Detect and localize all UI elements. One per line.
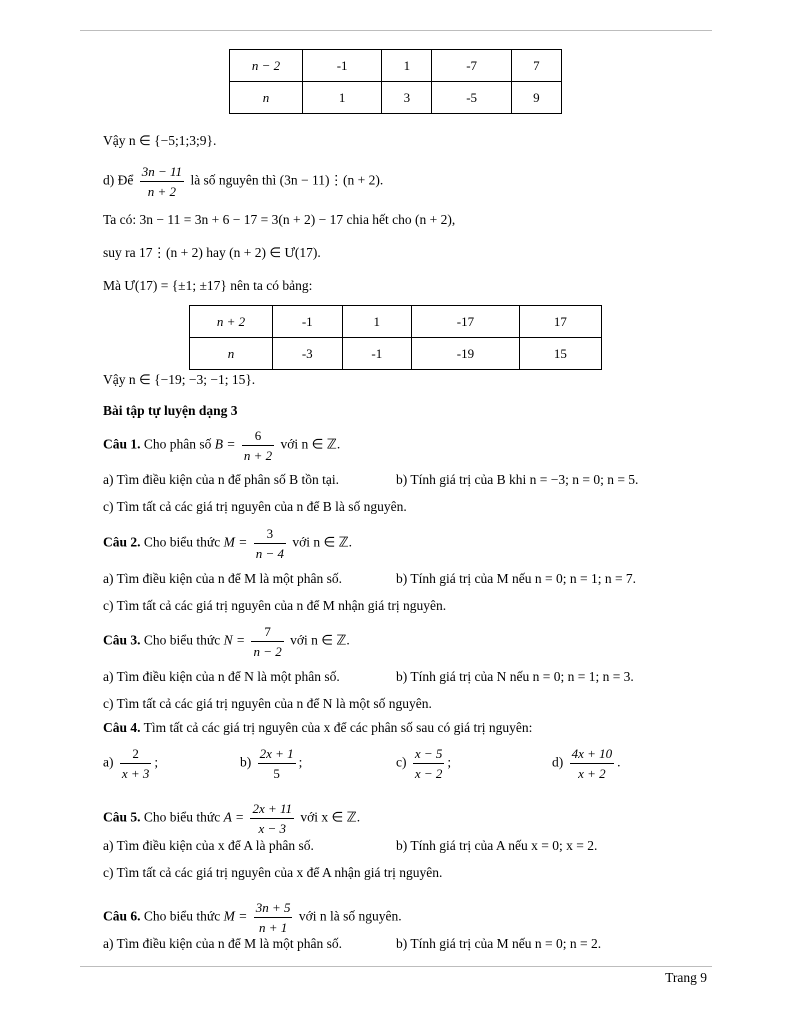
question-label: Câu 4.: [103, 720, 141, 735]
question-4: [103, 720, 532, 736]
text-span: B =: [214, 436, 236, 452]
question-3-part-a: a) Tìm điều kiện của n để N là một phân số.: [103, 669, 340, 684]
table-cell: 9: [511, 82, 561, 114]
question-5-part-a: a) Tìm điều kiện của x để A là phân số.: [103, 838, 314, 853]
text-span: ;: [298, 754, 303, 770]
text-span: với n ∈ ℤ.: [290, 632, 350, 648]
table-cell: -1: [342, 338, 412, 370]
fraction-numerator: 2x + 1: [258, 746, 296, 764]
table-cell: n: [230, 82, 303, 114]
table-row: [230, 82, 562, 114]
question-6: [103, 900, 402, 935]
table-cell: 17: [519, 306, 601, 338]
fraction-numerator: 3n − 11: [140, 164, 184, 182]
table-cell: -1: [303, 50, 382, 82]
fraction: [254, 526, 286, 561]
table-row: [190, 306, 602, 338]
fraction-numerator: 2x + 11: [250, 801, 294, 819]
table-row: [230, 50, 562, 82]
question-6-part-a: a) Tìm điều kiện của n để M là một phân số.: [103, 936, 342, 951]
text-span: với n ∈ ℤ.: [280, 436, 341, 452]
item-label: a): [103, 754, 114, 770]
table-cell: -1: [273, 306, 343, 338]
table-cell: -3: [273, 338, 343, 370]
question-5-part-c: c) Tìm tất cả các giá trị nguyên của x để A nhận giá trị nguyên.: [103, 865, 443, 880]
part-d-line: [103, 164, 383, 199]
fraction-numerator: 6: [242, 428, 274, 446]
fraction-denominator: n + 2: [147, 184, 177, 199]
question-1: [103, 428, 340, 463]
text-span: Cho biểu thức: [143, 809, 221, 825]
fraction: [242, 428, 274, 463]
text-span: với x ∈ ℤ.: [300, 809, 361, 825]
text-span: Cho phân số: [143, 436, 212, 452]
fraction: [413, 746, 445, 781]
text-span: .: [617, 754, 621, 770]
fraction-denominator: x − 3: [258, 821, 287, 836]
table-cell: n + 2: [190, 306, 273, 338]
fraction-denominator: x − 2: [414, 766, 443, 781]
section-heading: Bài tập tự luyện dạng 3: [103, 403, 238, 418]
text-span: N =: [223, 632, 246, 648]
question-4-item-a: [103, 746, 158, 781]
text-span: ;: [154, 754, 159, 770]
text-span: ;: [447, 754, 452, 770]
fraction: [570, 746, 615, 781]
fraction-denominator: n + 1: [258, 920, 288, 935]
page-number: Trang 9: [665, 970, 707, 985]
table-cell: -7: [432, 50, 511, 82]
table-cell: 7: [511, 50, 561, 82]
question-2-part-a: a) Tìm điều kiện của n để M là một phân số.: [103, 571, 342, 586]
question-2: [103, 526, 352, 561]
question-label: Câu 1.: [103, 436, 141, 452]
question-2-part-c: c) Tìm tất cả các giá trị nguyên của n để M nhận giá trị nguyên.: [103, 598, 447, 613]
question-4-item-b: [240, 746, 302, 781]
fraction-numerator: 4x + 10: [570, 746, 615, 764]
fraction-numerator: 3: [254, 526, 286, 544]
table-row: [190, 338, 602, 370]
fraction-numerator: 3n + 5: [254, 900, 293, 918]
question-1-part-b: b) Tính giá trị của B khi n = −3; n = 0; n = 5.: [396, 472, 639, 487]
fraction: [140, 164, 184, 199]
fraction-denominator: 5: [273, 766, 280, 781]
fraction-denominator: n + 2: [243, 448, 273, 463]
text-span: Cho biểu thức: [143, 534, 221, 550]
header-rule: [80, 30, 712, 31]
question-3: [103, 624, 350, 659]
fraction: [250, 801, 294, 836]
table-cell: n − 2: [230, 50, 303, 82]
table-cell: 15: [519, 338, 601, 370]
divisors-line: Mà Ư(17) = {±1; ±17} nên ta có bảng:: [103, 278, 313, 293]
text-span: là số nguyên thì (3n − 11)⋮(n + 2).: [190, 172, 384, 188]
text-span: M =: [223, 908, 248, 924]
footer-rule: [80, 966, 712, 967]
fraction: [258, 746, 296, 781]
text-span: Cho biểu thức: [143, 908, 221, 924]
text-span: với n là số nguyên.: [298, 908, 402, 924]
table-cell: n: [190, 338, 273, 370]
question-label: Câu 2.: [103, 534, 141, 550]
table-cell: -19: [412, 338, 520, 370]
text-span: Cho biểu thức: [143, 632, 221, 648]
question-1-part-a: a) Tìm điều kiện của n để phân số B tồn tại.: [103, 472, 339, 487]
question-3-part-b: b) Tính giá trị của N nếu n = 0; n = 1; n = 3.: [396, 669, 634, 684]
question-3-part-c: c) Tìm tất cả các giá trị nguyên của n để N là một số nguyên.: [103, 696, 432, 711]
table-cell: 1: [303, 82, 382, 114]
item-label: b): [240, 754, 252, 770]
item-label: d): [552, 754, 564, 770]
table-cell: 1: [382, 50, 432, 82]
question-5-part-b: b) Tính giá trị của A nếu x = 0; x = 2.: [396, 838, 598, 853]
divisibility-line: suy ra 17⋮(n + 2) hay (n + 2) ∈ Ư(17).: [103, 245, 321, 260]
question-2-part-b: b) Tính giá trị của M nếu n = 0; n = 1; n = 7.: [396, 571, 637, 586]
fraction: [120, 746, 152, 781]
text-span: A =: [223, 809, 245, 825]
fraction-denominator: n − 2: [253, 644, 282, 659]
table-cell: 1: [342, 306, 412, 338]
conclusion-line: Vậy n ∈ {−5;1;3;9}.: [103, 133, 217, 148]
text-span: với n ∈ ℤ.: [292, 534, 353, 550]
text-span: d) Để: [103, 172, 134, 188]
question-5: [103, 801, 360, 836]
value-table-1: [229, 49, 562, 114]
fraction-numerator: 2: [120, 746, 152, 764]
table-cell: 3: [382, 82, 432, 114]
question-label: Câu 3.: [103, 632, 141, 648]
fraction-denominator: x + 2: [578, 766, 606, 781]
computation-line: Ta có: 3n − 11 = 3n + 6 − 17 = 3(n + 2) − 17 chia hết cho (n + 2),: [103, 212, 456, 227]
text-span: Tìm tất cả các giá trị nguyên của x để các phân số sau có giá trị nguyên:: [143, 720, 533, 735]
question-4-item-d: [552, 746, 621, 781]
table-cell: -5: [432, 82, 511, 114]
fraction-numerator: x − 5: [413, 746, 445, 764]
conclusion-line: Vậy n ∈ {−19; −3; −1; 15}.: [103, 372, 256, 387]
table-cell: -17: [412, 306, 520, 338]
question-1-part-c: c) Tìm tất cả các giá trị nguyên của n để B là số nguyên.: [103, 499, 407, 514]
question-6-part-b: b) Tính giá trị của M nếu n = 0; n = 2.: [396, 936, 602, 951]
fraction: [254, 900, 293, 935]
item-label: c): [396, 754, 407, 770]
fraction-denominator: n − 4: [255, 546, 284, 561]
value-table-2: [189, 305, 602, 370]
text-span: M =: [223, 534, 248, 550]
question-label: Câu 6.: [103, 908, 141, 924]
question-4-item-c: [396, 746, 451, 781]
fraction-numerator: 7: [251, 624, 283, 642]
question-label: Câu 5.: [103, 809, 141, 825]
fraction-denominator: x + 3: [121, 766, 150, 781]
fraction: [251, 624, 283, 659]
